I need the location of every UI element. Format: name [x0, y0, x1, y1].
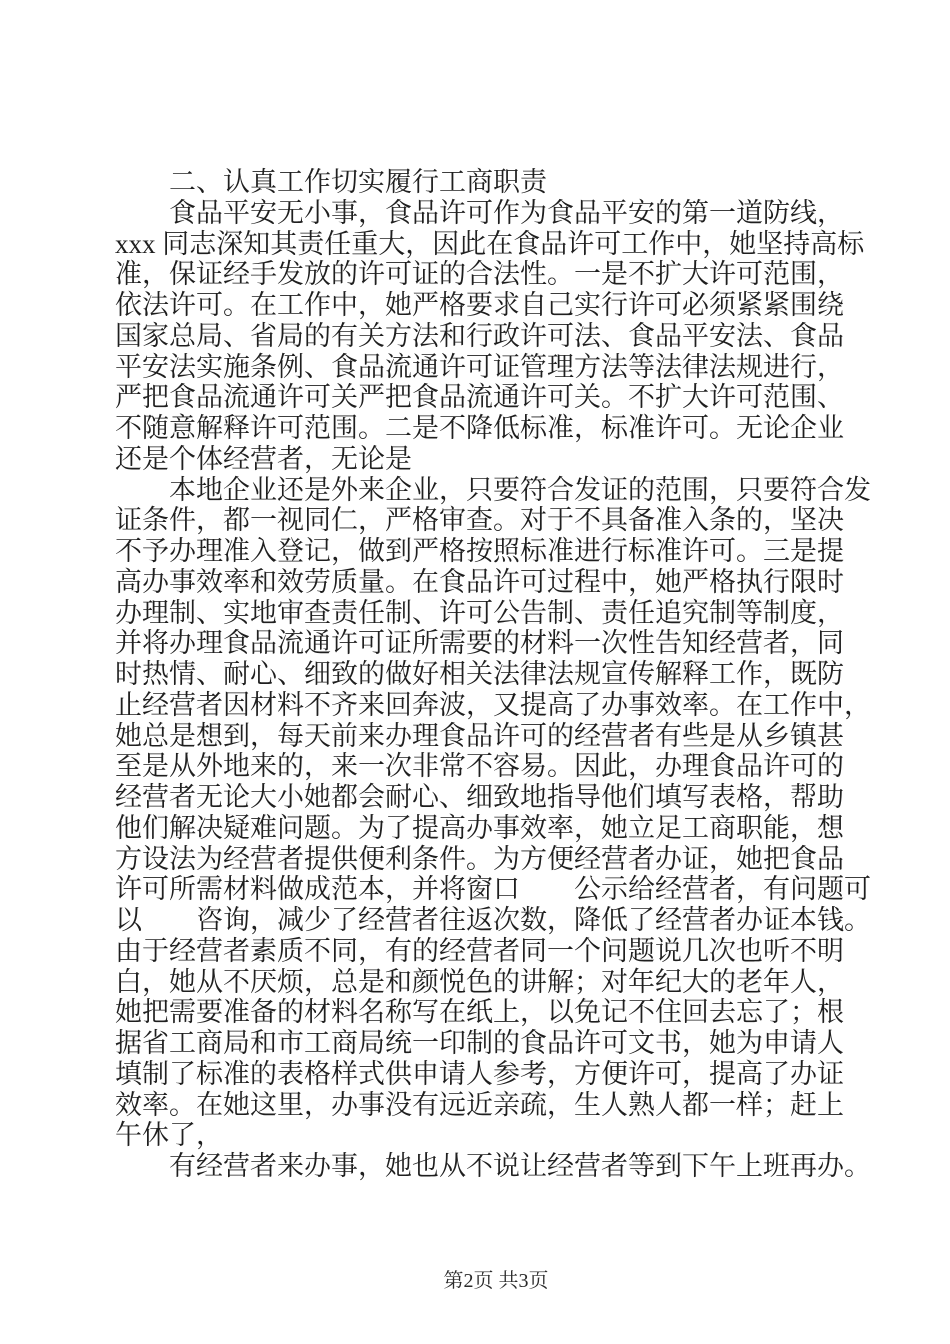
text-line: 至是从外地来的，来一次非常不容易。因此，办理食品许可的 — [115, 751, 844, 782]
text-line: 依法许可。在工作中，她严格要求自己实行许可必须紧紧围绕 — [115, 290, 844, 320]
text-line: 据省工商局和市工商局统一印制的食品许可文书，她为申请人 — [115, 1028, 844, 1058]
text-line: 午休了， — [115, 1120, 223, 1151]
text-line: 方设法为经营者提供便利条件。为方便经营者办证，她把食品 — [115, 843, 844, 874]
text-line: 还是个体经营者，无论是 — [115, 443, 412, 474]
text-line: 不随意解释许可范围。二是不降低标准，标准许可。无论企业 — [115, 413, 844, 443]
text-line: 有经营者来办事，她也从不说让经营者等到下午上班再办。 — [115, 1151, 871, 1181]
text-line: 她把需要准备的材料名称写在纸上，以免记不住回去忘了；根 — [115, 997, 844, 1028]
text-line: 准，保证经手发放的许可证的合法性。一是不扩大许可范围， — [115, 259, 844, 290]
text-line: 她总是想到，每天前来办理食品许可的经营者有些是从乡镇甚 — [115, 720, 844, 751]
text-line: xxx 同志深知其责任重大，因此在食品许可工作中，她坚持高标 — [115, 228, 865, 259]
text-line: 以 咨询，减少了经营者往返次数，降低了经营者办证本钱。 — [115, 905, 871, 935]
text-line: 白，她从不厌烦，总是和颜悦色的讲解；对年纪大的老年人， — [115, 966, 844, 997]
text-line: 办理制、实地审查责任制、许可公告制、责任追究制等制度， — [115, 597, 844, 628]
page-footer — [115, 1241, 857, 1316]
text-line: 填制了标准的表格样式供申请人参考，方便许可，提高了办证 — [115, 1058, 844, 1089]
text-line: 证条件，都一视同仁，严格审查。对于不具备准入条的，坚决 — [115, 505, 844, 536]
section-heading: 二、认真工作切实履行工商职责 — [115, 167, 547, 197]
text-line: 止经营者因材料不齐来回奔波，又提高了办事效率。在工作中， — [115, 689, 871, 720]
text-line: 不予办理准入登记，做到严格按照标准进行标准许可。三是提 — [115, 536, 844, 566]
text-line: 国家总局、省局的有关方法和行政许可法、食品平安法、食品 — [115, 320, 844, 351]
document-content — [115, 167, 871, 1182]
text-line: 严把食品流通许可关严把食品流通许可关。不扩大许可范围、 — [115, 382, 844, 413]
text-line: 许可所需材料做成范本，并将窗口 公示给经营者，有问题可 — [115, 874, 871, 905]
text-line: 并将办理食品流通许可证所需要的材料一次性告知经营者，同 — [115, 628, 844, 659]
text-line: 高办事效率和效劳质量。在食品许可过程中，她严格执行限时 — [115, 566, 844, 597]
text-line: 时热情、耐心、细致的做好相关法律法规宣传解释工作，既防 — [115, 659, 844, 689]
text-line: 他们解决疑难问题。为了提高办事效率，她立足工商职能，想 — [115, 812, 844, 843]
text-line: 经营者无论大小她都会耐心、细致地指导他们填写表格，帮助 — [115, 782, 844, 812]
body-text — [115, 197, 871, 1182]
text-line: 由于经营者素质不同，有的经营者同一个问题说几次也听不明 — [115, 935, 844, 966]
text-line: 食品平安无小事，食品许可作为食品平安的第一道防线， — [115, 197, 844, 228]
text-line: 平安法实施条例、食品流通许可证管理方法等法律法规进行， — [115, 351, 844, 382]
text-line: 效率。在她这里，办事没有远近亲疏，生人熟人都一样；赶上 — [115, 1089, 844, 1120]
page-number-label: 第2页 共3页 — [443, 1270, 549, 1292]
text-line: 本地企业还是外来企业，只要符合发证的范围，只要符合发 — [115, 474, 871, 505]
